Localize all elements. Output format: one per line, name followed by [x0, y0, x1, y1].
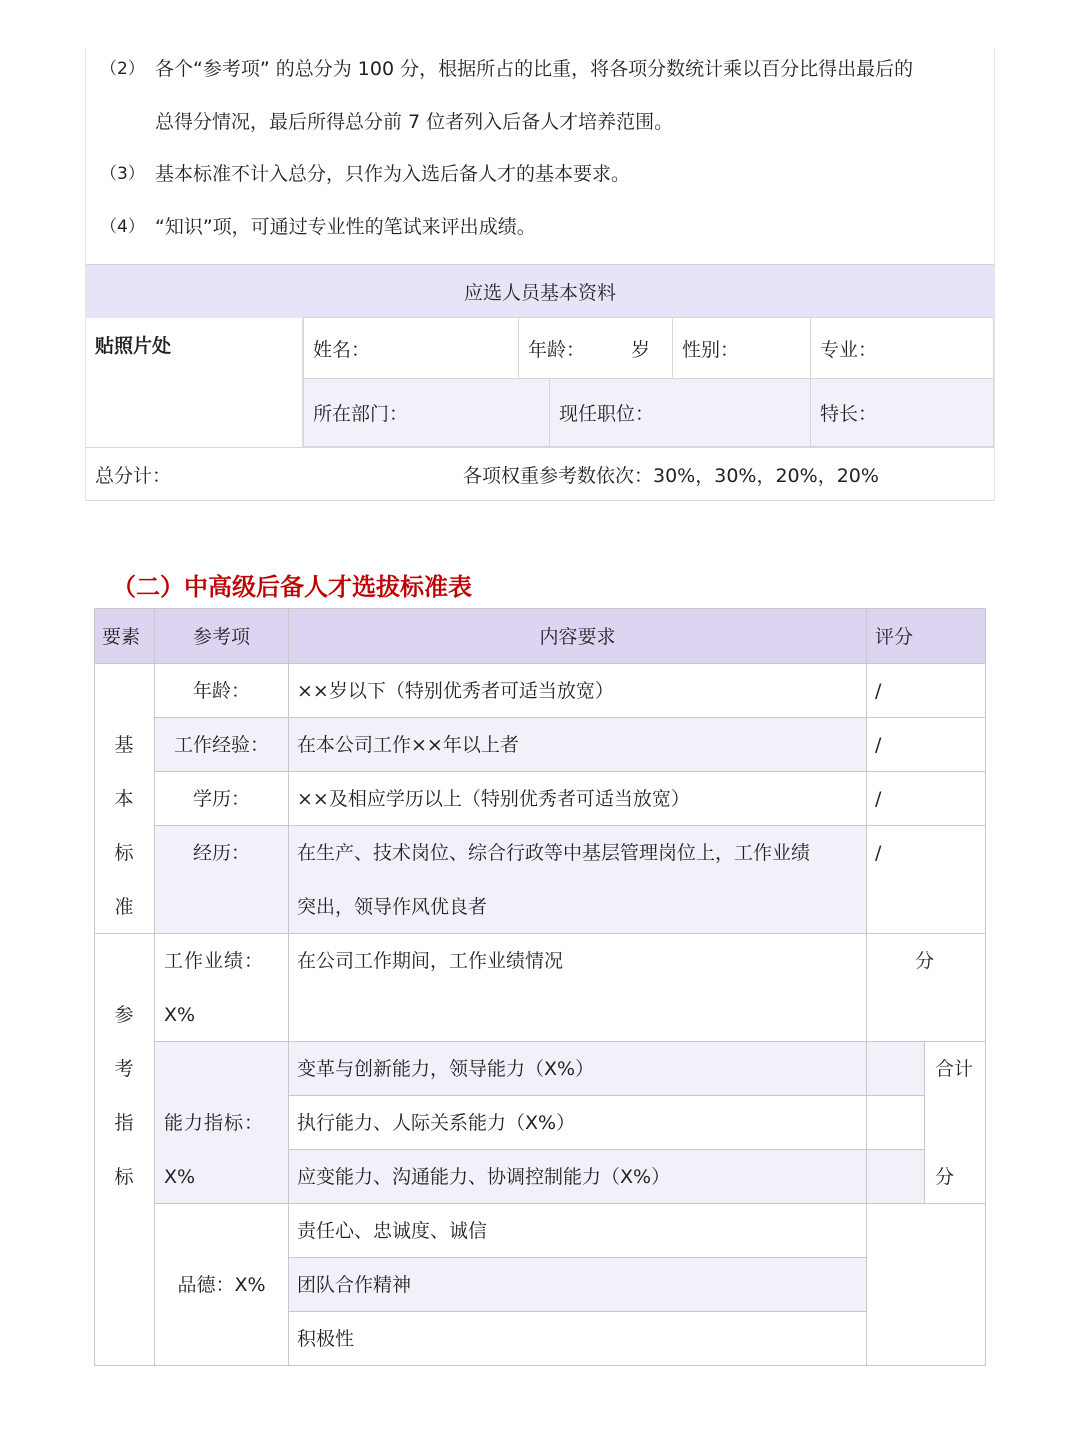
content-morality-initiative: 积极性 [289, 1312, 867, 1366]
score-work-experience[interactable]: / [867, 718, 986, 772]
content-experience [289, 826, 867, 934]
score-ability-execution[interactable] [867, 1096, 925, 1150]
content-morality-responsibility: 责任心、忠诚度、诚信 [289, 1204, 867, 1258]
item-line: 工作业绩： [164, 950, 265, 972]
item-education: 学历： [155, 772, 289, 826]
group-char: 准 [114, 896, 134, 918]
item-work-experience: 工作经验： [155, 718, 289, 772]
item-age: 年龄： [155, 664, 289, 718]
group-basic-standard [94, 664, 155, 934]
score-age[interactable]: / [867, 664, 986, 718]
section-title: （二）中高级后备人才选拔标准表 [112, 573, 472, 601]
age-label: 年龄： [528, 338, 586, 361]
content-ability-adapt: 应变能力、沟通能力、协调控制能力（X%） [289, 1150, 867, 1204]
total-score-label: 总分计： [95, 464, 172, 487]
department-field[interactable]: 所在部门： [303, 378, 550, 447]
selection-standards-table [94, 608, 986, 1366]
age-field[interactable] [518, 317, 673, 379]
group-char: 考 [114, 1058, 134, 1080]
content-age: ××岁以下（特别优秀者可适当放宽） [289, 664, 867, 718]
group-char: 参 [114, 1004, 134, 1026]
content-ability-change: 变革与创新能力，领导能力（X%） [289, 1042, 867, 1096]
score-ability-adapt[interactable] [867, 1150, 925, 1204]
item-line: X% [164, 1004, 196, 1026]
score-performance[interactable]: 分 [867, 934, 986, 1042]
score-morality[interactable] [867, 1204, 986, 1366]
group-char: 标 [114, 1166, 134, 1188]
note-number: （2） [100, 59, 145, 79]
total-unit: 分 [935, 1166, 955, 1188]
item-ability [155, 1042, 289, 1204]
note-text: “知识”项，可通过专业性的笔试来评出成绩。 [155, 216, 536, 238]
content-performance: 在公司工作期间，工作业绩情况 [289, 934, 867, 1042]
header-content: 内容要求 [289, 608, 867, 664]
info-table-title: 应选人员基本资料 [86, 264, 994, 318]
item-performance [155, 934, 289, 1042]
item-line: X% [164, 1166, 196, 1188]
header-score: 评分 [867, 608, 986, 664]
item-experience: 经历： [155, 826, 289, 934]
group-char: 标 [114, 842, 134, 864]
gender-field[interactable]: 性别： [672, 317, 811, 379]
applicant-info-block [85, 48, 995, 501]
position-field[interactable]: 现任职位： [549, 378, 811, 447]
score-experience[interactable]: / [867, 826, 986, 934]
group-char: 本 [114, 788, 134, 810]
item-morality: 品德：X% [155, 1204, 289, 1366]
ability-total-score[interactable] [925, 1042, 986, 1204]
major-field[interactable]: 专业： [810, 317, 994, 379]
item-line: 能力指标： [164, 1112, 265, 1134]
score-ability-change[interactable] [867, 1042, 925, 1096]
header-item: 参考项 [155, 608, 289, 664]
group-char: 指 [114, 1112, 134, 1134]
total-label: 合计 [935, 1058, 974, 1080]
total-score-row [86, 447, 994, 501]
content-ability-execution: 执行能力、人际关系能力（X%） [289, 1096, 867, 1150]
weights-text: 各项权重参考数依次：30%，30%，20%，20% [463, 464, 879, 487]
content-morality-teamwork: 团队合作精神 [289, 1258, 867, 1312]
note-text: 基本标准不计入总分，只作为入选后备人才的基本要求。 [155, 163, 631, 185]
age-unit: 岁 [631, 338, 651, 361]
specialty-field[interactable]: 特长： [810, 378, 994, 447]
score-education[interactable]: / [867, 772, 986, 826]
note-text: 各个“参考项” 的总分为 100 分，根据所占的比重，将各项分数统计乘以百分比得出最后的 [155, 58, 914, 80]
group-char: 基 [114, 734, 134, 756]
note-text: 总得分情况，最后所得总分前 7 位者列入后备人才培养范围。 [155, 111, 674, 133]
note-number: （3） [100, 164, 145, 184]
group-reference-indicators [94, 934, 155, 1366]
info-table [86, 317, 994, 501]
content-line: 在生产、技术岗位、综合行政等中基层管理岗位上，工作业绩 [297, 842, 811, 864]
content-line: 突出，领导作风优良者 [297, 896, 488, 918]
name-field[interactable]: 姓名： [303, 317, 519, 379]
header-element: 要素 [94, 608, 155, 664]
note-number: （4） [100, 217, 145, 237]
content-work-experience: 在本公司工作××年以上者 [289, 718, 867, 772]
content-education: ××及相应学历以上（特别优秀者可适当放宽） [289, 772, 867, 826]
photo-placeholder: 贴照片处 [86, 317, 303, 447]
